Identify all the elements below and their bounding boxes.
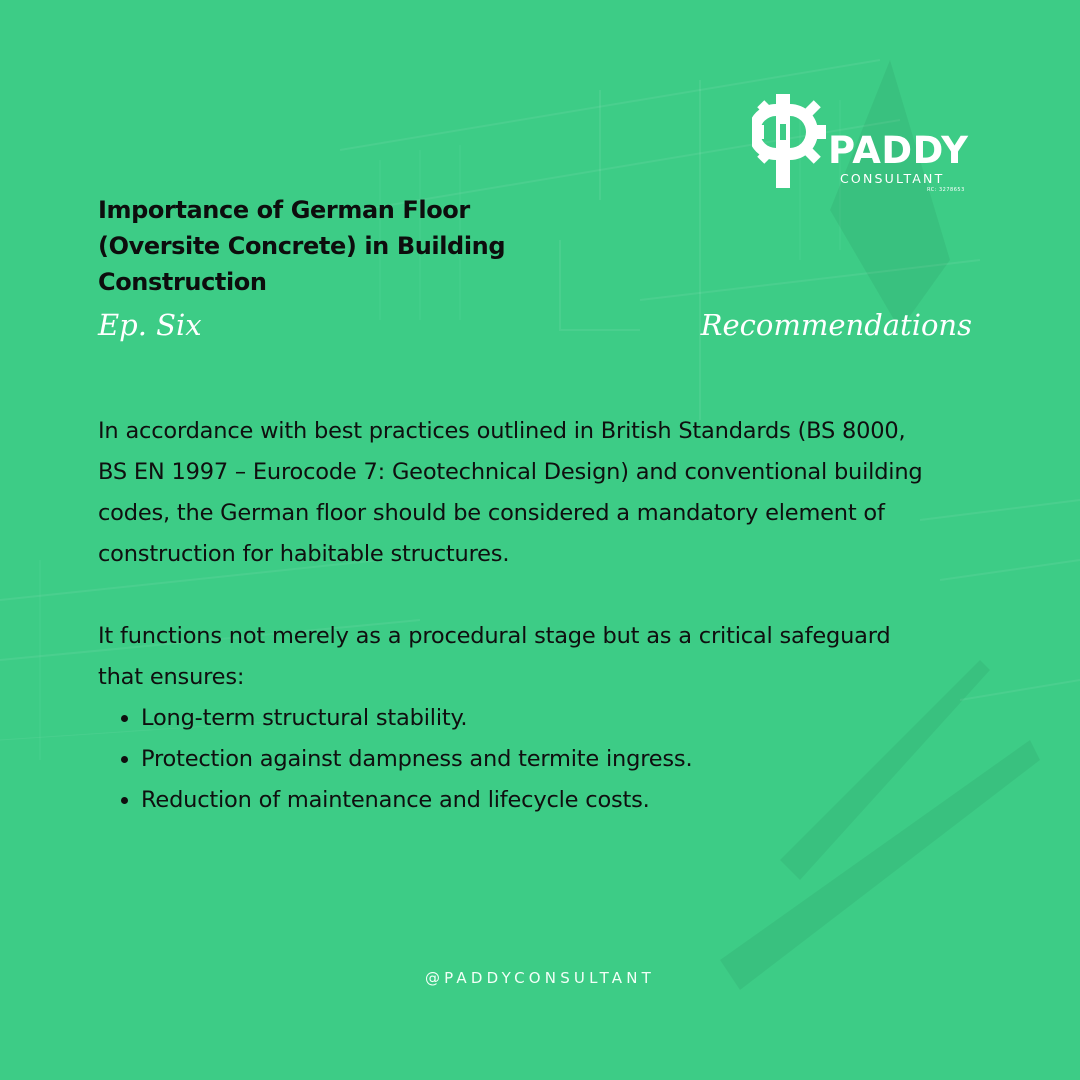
- body-content: [98, 411, 928, 821]
- benefits-list: [98, 698, 928, 821]
- brand-logo: [752, 92, 976, 196]
- body-paragraph-1: In accordance with best practices outlined in British Standards (BS 8000, BS EN 1997 – Eurocode 7: Geotechnical Design) and conventional building codes, the German floor should be considered a mandatory element of construction for habitable structures.: [98, 418, 923, 567]
- brand-name: PADDY: [828, 129, 969, 172]
- list-item: • Reduction of maintenance and lifecycle costs.: [141, 780, 928, 821]
- section-label: Recommendations: [700, 308, 972, 342]
- episode-label: Ep. Six: [98, 308, 202, 342]
- paragraph-spacer: [98, 575, 928, 616]
- gear-p-icon: [752, 94, 828, 188]
- list-item: • Protection against dampness and termite ingress.: [141, 739, 928, 780]
- list-item: • Long-term structural stability.: [141, 698, 928, 739]
- body-paragraph-2: It functions not merely as a procedural stage but as a critical safeguard that ensures:: [98, 623, 891, 690]
- brand-registration: RC: 3278653: [927, 187, 965, 193]
- post-title: Importance of German Floor (Oversite Concrete) in Building Construction: [98, 196, 506, 296]
- social-handle: @PADDYCONSULTANT: [424, 969, 656, 987]
- brand-subtitle: CONSULTANT: [840, 171, 945, 186]
